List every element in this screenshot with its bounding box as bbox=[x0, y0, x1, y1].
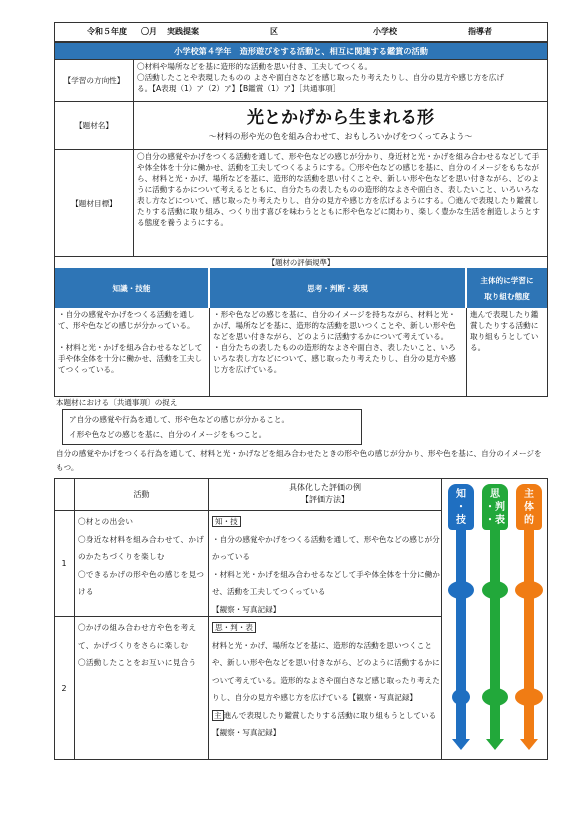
header-year: 令和５年度 bbox=[87, 27, 127, 37]
theme-cell bbox=[133, 101, 547, 149]
criteria-cell-knowledge: ・自分の感覚やかげをつくる活動を通して、形や色などの感じが分かっている。 ・材料と光・かげを組み合わせるなどして手や体全体を十分に働かせ、活動を工夫してつくっている。 bbox=[58, 310, 203, 374]
arrow-3-shaft bbox=[524, 528, 534, 740]
arrow-2-shaft bbox=[490, 528, 500, 740]
row-2-eval-attitude: 主 進んで表現したり鑑賞したりする活動に取り組もうとしている【観察・写真記録】 bbox=[212, 710, 437, 737]
row-1-activity: 〇材との出会い 〇身近な材料を組み合わせて、かげのかたちづくりを楽しむ 〇できるかげの形や色の感じを見つける bbox=[78, 517, 205, 596]
header-month: 〇月 bbox=[141, 27, 157, 37]
row-1-num: 1 bbox=[61, 558, 67, 568]
arrow-2-marker bbox=[482, 688, 508, 706]
theme-subtitle: ～材料の形や光の色を組み合わせて、おもしろいかげをつくってみよう～ bbox=[208, 132, 473, 141]
arrow-3-marker bbox=[515, 688, 543, 706]
criteria-head-knowledge: 知識・技能 bbox=[55, 268, 208, 308]
goals-text: 〇自分の感覚やかげをつくる活動を通して、形や色などの感じが分かり、身近材と光・かげを組み合わせるなどして手や体全体を十分に働かせ、活動を工夫してつくるようにする。〇形や色などの感じを基に、自分のイメージをもちながら、材料と光・かげ、場所などを基に、造形的な活動を思い付くことや、新しい形や色などを思い付きながら、どのように活動するかについて考えるとともに、自分たちの表したものの造形的なよさや面白さ、表したいこと、いろいろな表し方などについて、感じ取ったり考えたりし、自分の見方や感じ方を広げるようにする。〇進んで表現したり鑑賞したりする活動に取り組み、つくり出す喜びを味わうとともに形や色などに関わり、楽しく豊かな生活を創造しようとする態度を養うようにする。 bbox=[133, 149, 547, 256]
activity-header-line bbox=[54, 510, 441, 511]
arrow-3-char: 的 bbox=[524, 515, 534, 526]
header-instructor: 指導者 bbox=[468, 27, 492, 37]
arrow-1-marker bbox=[452, 689, 470, 705]
row-2-num: 2 bbox=[61, 683, 67, 693]
eval-head: 具体化した評価の例 【評価方法】 bbox=[289, 483, 361, 504]
arrow-1 bbox=[448, 484, 474, 754]
row-2-eval bbox=[212, 619, 440, 759]
arrow-3-char: 体 bbox=[524, 502, 534, 513]
theme-label: 【題材名】 bbox=[55, 101, 133, 149]
header-school: 小学校 bbox=[373, 27, 397, 37]
criteria-head-attitude: 主体的に学習に 取り組む態度 bbox=[466, 268, 547, 308]
arrow-2-head bbox=[486, 739, 504, 750]
theme-title: 光とかげから生まれる形 bbox=[247, 108, 434, 128]
criteria-title: 【題材の評価規準】 bbox=[55, 256, 547, 268]
criteria-cell-attitude: 進んで表現したり鑑賞したりする活動に取り組もうとしている。 bbox=[466, 308, 547, 396]
arrow-2-char: ・表 bbox=[485, 515, 505, 526]
arrow-2-marker bbox=[482, 581, 508, 599]
common-box bbox=[62, 409, 362, 445]
arrow-1-char: 技 bbox=[456, 515, 466, 526]
direction-label: 【学習の方向性】 bbox=[55, 59, 133, 101]
row-2-activity: 〇かげの組み合わせ方や色を考えて、かげづくりをさらに楽しむ 〇活動したことをお互いに見合う bbox=[78, 623, 197, 667]
arrow-3 bbox=[516, 484, 542, 754]
arrow-2 bbox=[482, 484, 508, 754]
header-type: 実践提案 bbox=[167, 27, 199, 37]
activity-col-line-1 bbox=[74, 478, 75, 760]
title-banner: 小学校第４学年 造形遊びをする活動と、相互に関連する鑑賞の活動 bbox=[55, 43, 547, 59]
row-1-eval bbox=[212, 513, 440, 615]
goals-label: 【題材目標】 bbox=[55, 149, 133, 256]
arrow-3-head bbox=[520, 739, 538, 750]
row-2-tag: 思・判・表 bbox=[212, 622, 256, 633]
activity-col-line-2 bbox=[208, 478, 209, 760]
activity-head: 活動 bbox=[133, 489, 150, 499]
activity-col-line-3 bbox=[441, 478, 442, 760]
arrow-1-marker bbox=[448, 581, 474, 599]
arrow-3-marker bbox=[515, 581, 543, 599]
arrow-1-shaft bbox=[456, 528, 466, 740]
arrow-2-char: 思 bbox=[490, 489, 500, 500]
arrow-2-char: ・判 bbox=[485, 502, 505, 513]
direction-text: 〇材料や場所などを基に造形的な活動を思い付き、工夫してつくる。 〇活動したことや表現したものの よさや面白さなどを感じ取ったり考えたりし、自分の見方や感じ方を広げ る。【A表現（1）ア（2）ア】【B鑑賞（1）ア】［共通事項］ bbox=[133, 59, 547, 101]
arrow-1-label bbox=[448, 484, 474, 530]
row-2-eval-text: 材料と光・かげ、場所などを基に、造形的な活動を思いつくことや、新しい形や色などを思い付きながら、どのように活動するかについて考えている。造形的なよさや面白さなど感じ取ったり考えたりし、自分の見方や感じ方を広げている【観察・写真記録】 bbox=[212, 640, 440, 702]
common-item-i: イ形や色などの感じを基に、自分のイメージをもつこと。 bbox=[69, 430, 267, 439]
common-item-a: ア自分の感覚や行為を通して、形や色などの感じが分かること。 bbox=[69, 415, 290, 424]
row-1-eval-text: ・自分の感覚やかげをつくる活動を通して、形や色などの感じが分かっている ・材料と光・かげを組み合わせるなどして手や体全体を十分に働かせ、活動を工夫してつくっている 【観察・写真記録】 bbox=[212, 534, 440, 614]
header-row bbox=[54, 22, 548, 42]
row-1-tag: 知・技 bbox=[212, 516, 241, 527]
arrow-1-char: 知 bbox=[456, 489, 466, 500]
row-2-tag2: 主 bbox=[214, 710, 222, 720]
arrow-3-char: 主 bbox=[524, 489, 534, 500]
arrow-2-label bbox=[482, 484, 508, 530]
arrow-1-head bbox=[452, 739, 470, 750]
criteria-cell-thinking: ・形や色などの感じを基に、自分のイメージを持ちながら、材料と光・かげ、場所などを基に、造形的な活動を思いつくことや、新しい形や色などを思い付きながら、どのように活動するかについて考えている。 ・自分たちの表したものの造形的なよさや面白さ、表したいこと、いろいろな表し方などについて、感じ取ったり考えたりし、自分の見方や感じ方を広げている。 bbox=[209, 308, 466, 396]
common-summary: 自分の感覚やかげをつくる行為を通して、材料と光・かげなどを組み合わせたときの形や色の感じが分かり、形や色を基に、自分のイメージをもつ。 bbox=[56, 449, 542, 472]
arrow-1-char: ・ bbox=[456, 502, 466, 513]
header-ward: 区 bbox=[270, 27, 278, 37]
arrow-3-label bbox=[516, 484, 542, 530]
common-title: 本題材における〔共通事項〕の捉え bbox=[56, 398, 178, 407]
criteria-head-thinking: 思考・判断・表現 bbox=[209, 268, 465, 308]
